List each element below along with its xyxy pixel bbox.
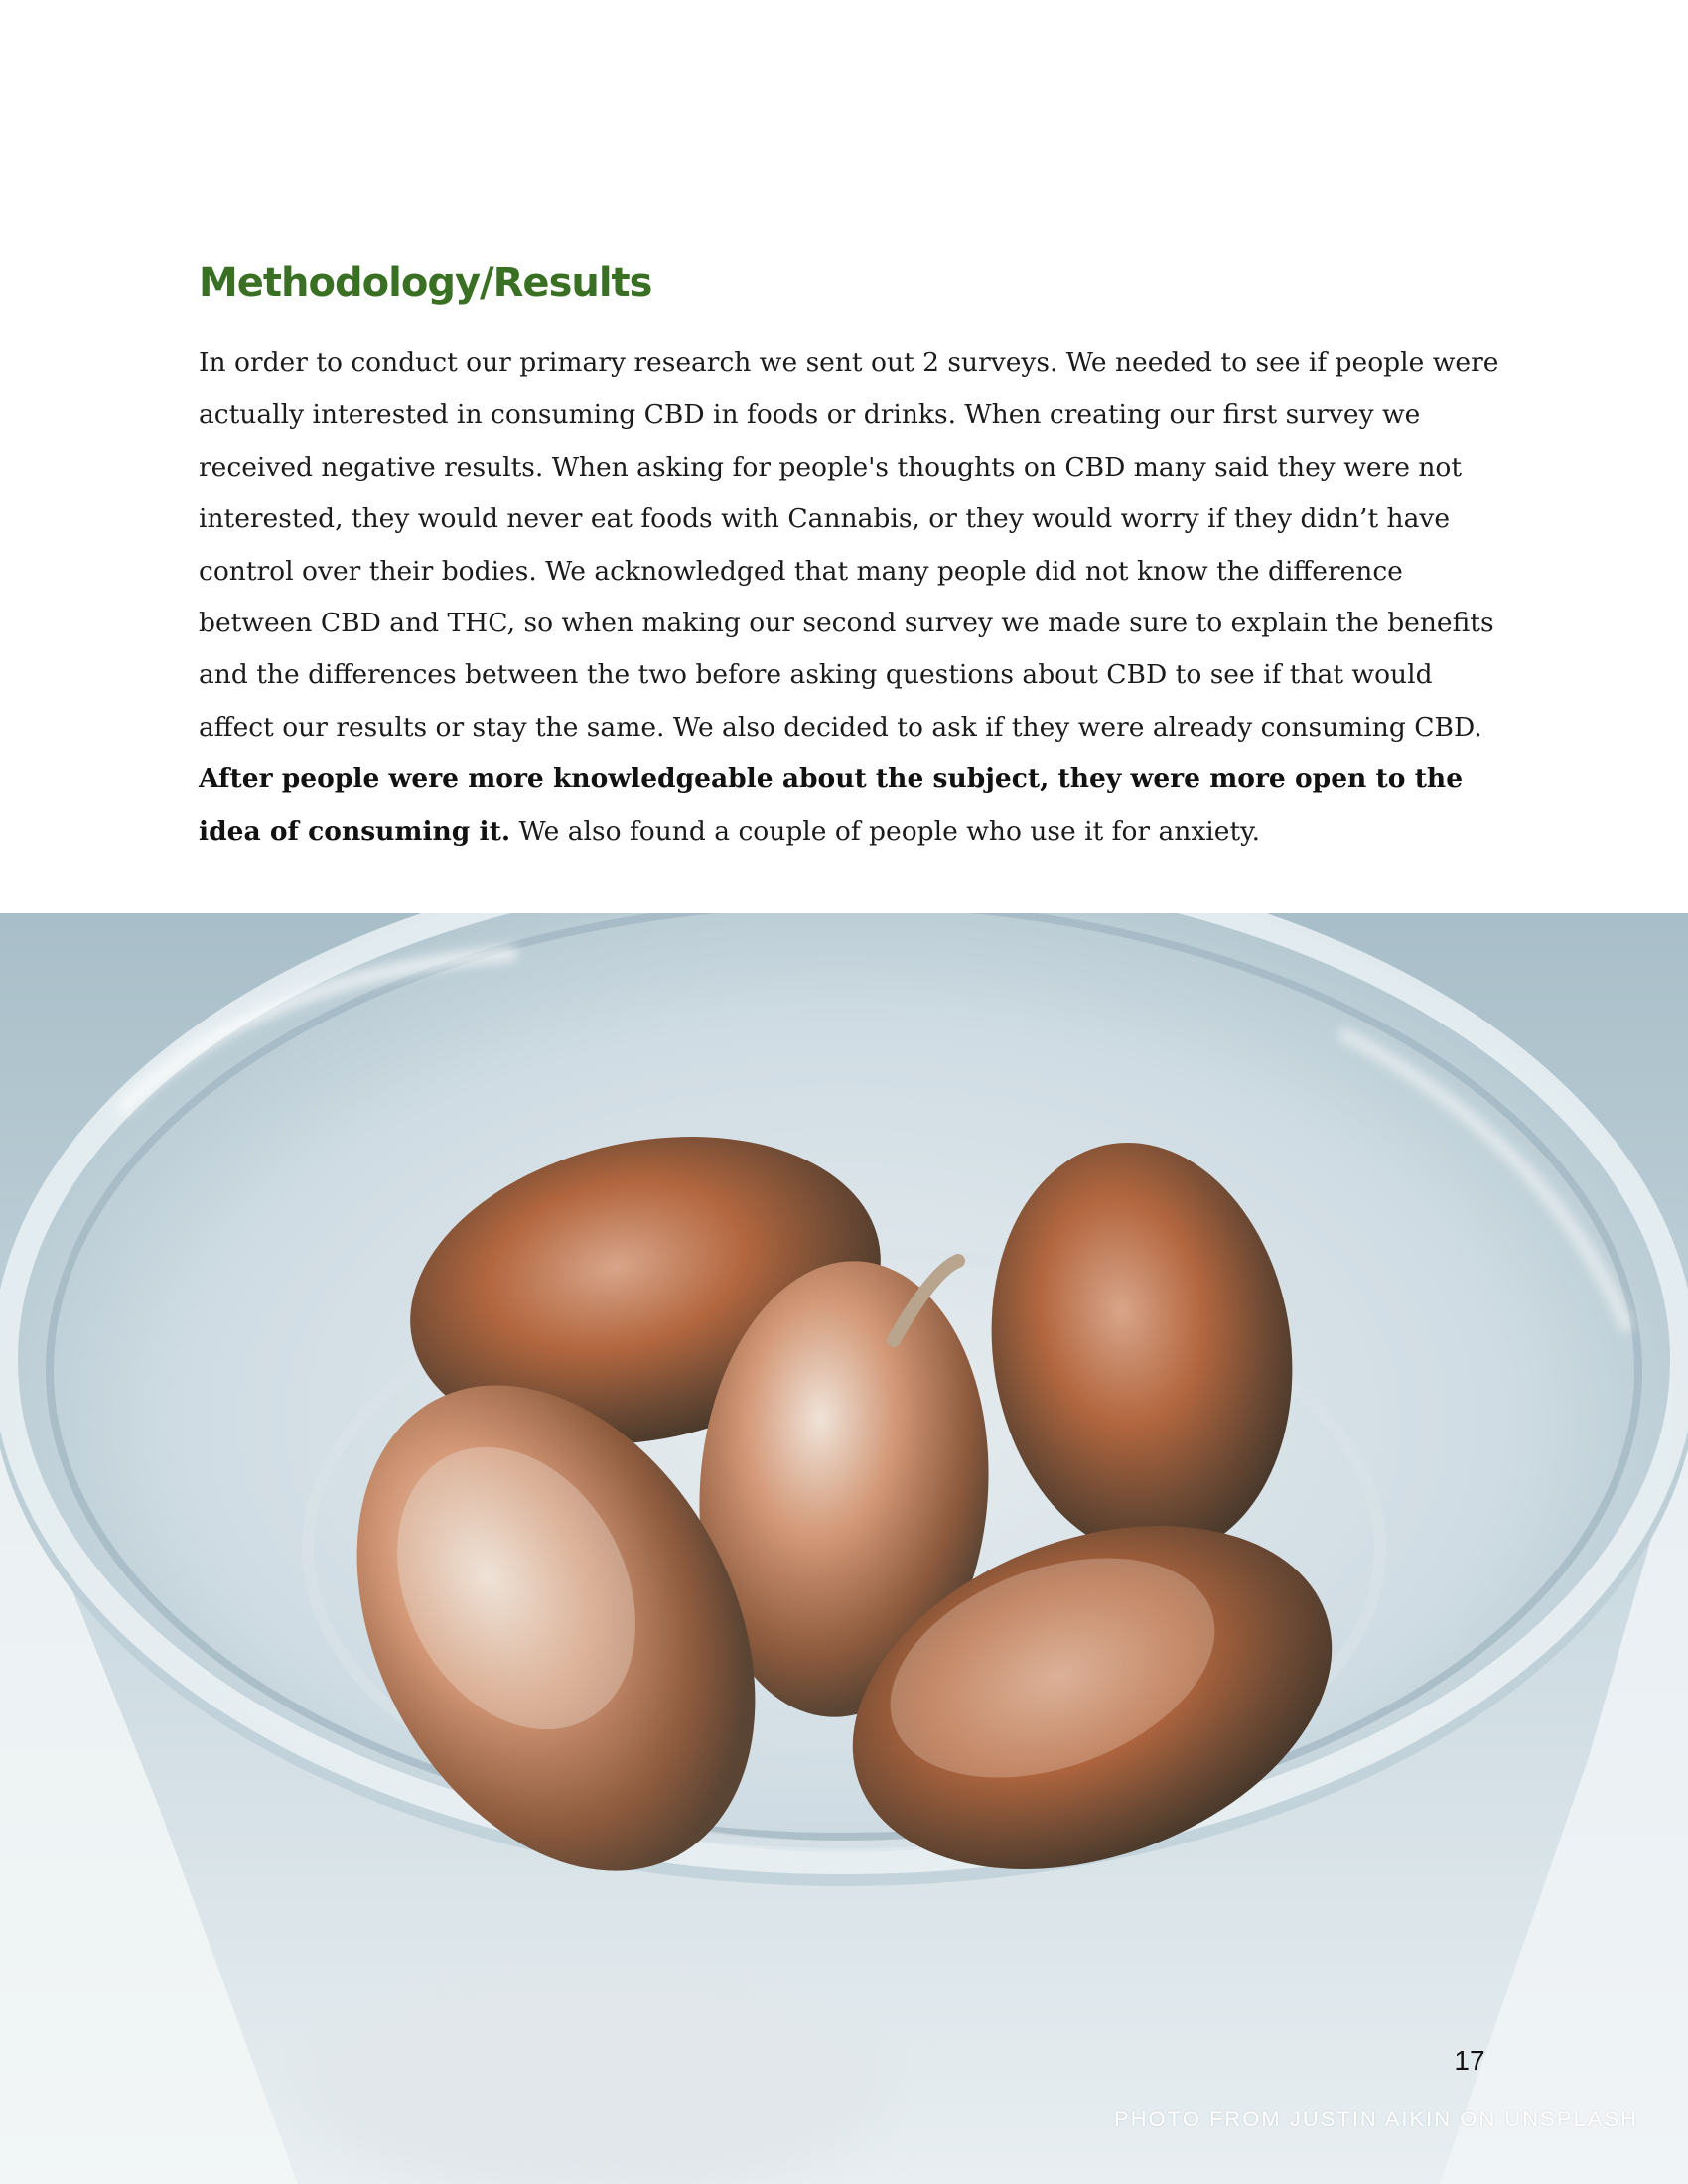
page-number: 17: [1454, 2045, 1485, 2076]
section-heading: Methodology/Results: [199, 260, 652, 306]
photo-credit: PHOTO FROM JUSTIN AIKIN ON UNSPLASH: [1114, 2107, 1638, 2131]
paragraph-text-end: We also found a couple of people who use it for anxiety.: [510, 815, 1260, 847]
methodology-paragraph: [199, 338, 1499, 858]
cannabis-buds-photo: [0, 913, 1688, 2184]
paragraph-text: In order to conduct our primary research we sent out 2 surveys. We needed to see if people were actually interested in consuming CBD in foods or drinks. When creating our first survey we received negative results. When asking for people's thoughts on CBD many said they were not interested, they would never eat foods with Cannabis, or they would worry if they didn’t have control over their bodies. We acknowledged that many people did not know the difference between CBD and THC, so when making our second survey we made sure to explain the benefits and the differences between the two before asking questions about CBD to see if that would affect our results or stay the same. We also decided to ask if they were already consuming CBD.: [199, 347, 1499, 743]
paragraph-bold-text: After people were more knowledgeable about the subject, they were more open to the idea of consuming it.: [199, 763, 1464, 847]
